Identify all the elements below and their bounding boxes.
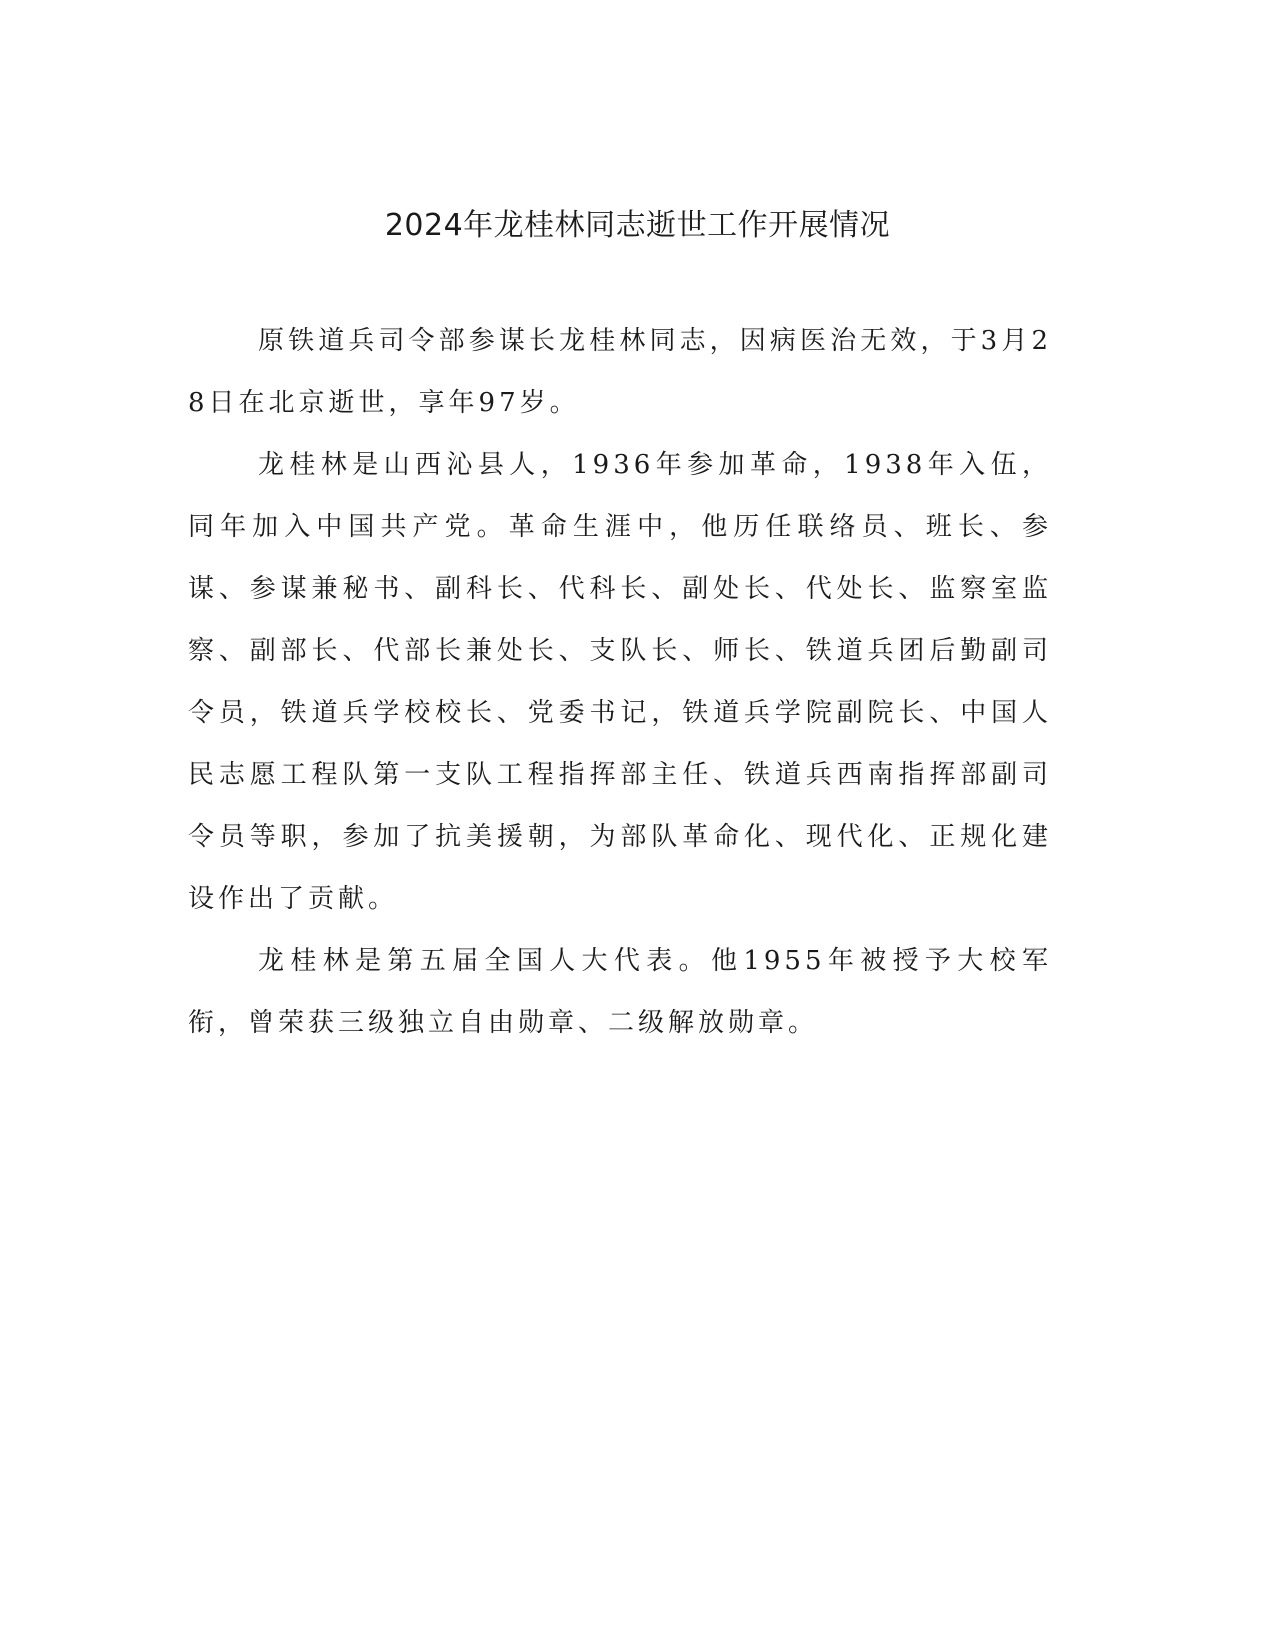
paragraph-career: 龙桂林是山西沁县人，1936年参加革命，1938年入伍，同年加入中国共产党。革命生涯中，他历任联络员、班长、参谋、参谋兼秘书、副科长、代科长、副处长、代处长、监察室监察、副部长、代部长兼处长、支队长、师长、铁道兵团后勤副司令员，铁道兵学校校长、党委书记，铁道兵学院副院长、中国人民志愿工程队第一支队工程指挥部主任、铁道兵西南指挥部副司令员等职，参加了抗美援朝，为部队革命化、现代化、正规化建设作出了贡献。 [188,450,1052,914]
document-body [188,310,1052,1054]
document-title: 2024年龙桂林同志逝世工作开展情况 [384,208,891,243]
paragraph-obituary: 原铁道兵司令部参谋长龙桂林同志，因病医治无效，于3月28日在北京逝世，享年97岁。 [188,326,1052,418]
paragraph-honors: 龙桂林是第五届全国人大代表。他1955年被授予大校军衔，曾荣获三级独立自由勋章、二级解放勋章。 [188,946,1052,1038]
